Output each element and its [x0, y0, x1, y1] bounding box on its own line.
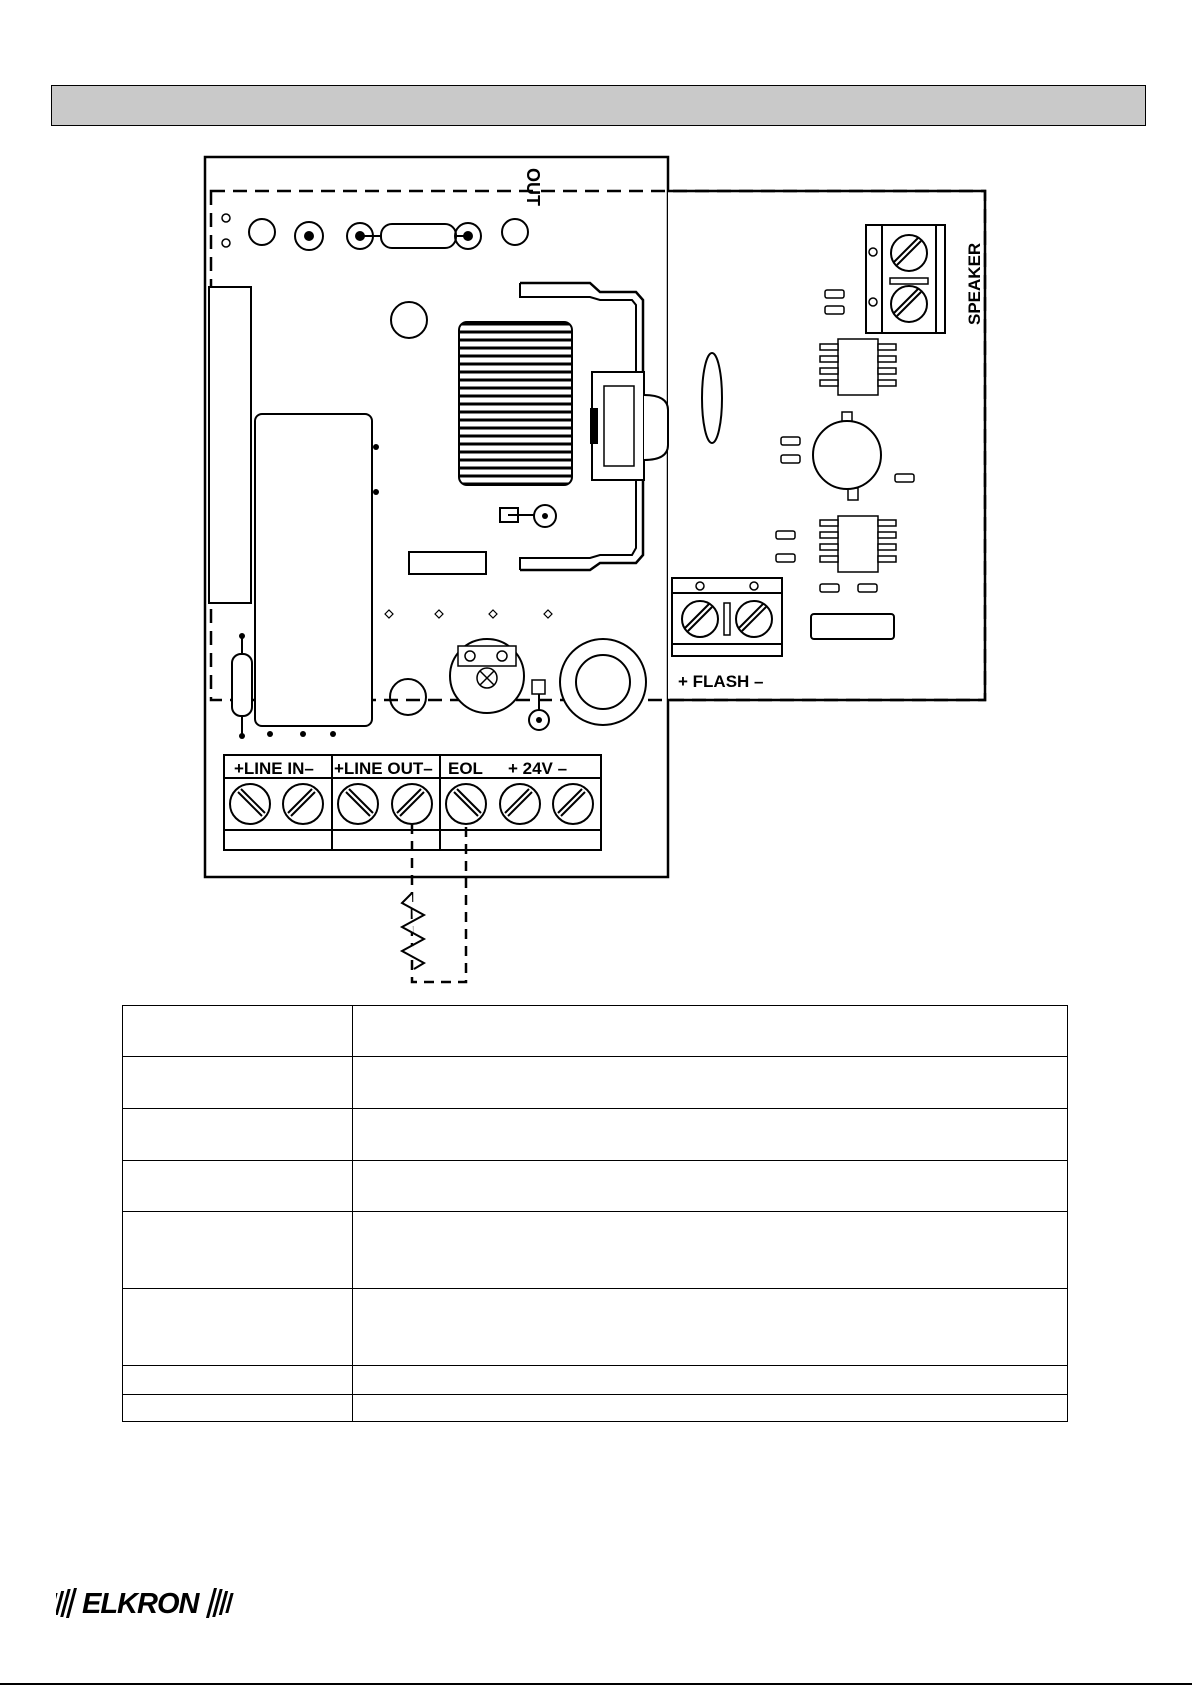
- spec-label: [123, 1395, 353, 1422]
- side-connector: [209, 287, 251, 603]
- v24-label: + 24V –: [508, 759, 568, 778]
- elkron-logo: [56, 1588, 241, 1618]
- table-row: [123, 1006, 1068, 1057]
- table-row: [123, 1212, 1068, 1289]
- table-row: [123, 1366, 1068, 1395]
- line-in-label: +LINE IN–: [234, 759, 314, 778]
- table-row: [123, 1161, 1068, 1212]
- spec-label: [123, 1006, 353, 1057]
- table-row: [123, 1109, 1068, 1161]
- table-row: [123, 1289, 1068, 1366]
- transformer: [459, 322, 572, 485]
- spec-label: [123, 1161, 353, 1212]
- spec-value: [353, 1109, 1068, 1161]
- round-component: [813, 421, 881, 489]
- spec-value: [353, 1289, 1068, 1366]
- line-out-label: +LINE OUT–: [334, 759, 433, 778]
- table-row: [123, 1057, 1068, 1109]
- eol-resistor: [402, 893, 424, 969]
- out-label: OUT: [523, 168, 543, 206]
- spec-value: [353, 1161, 1068, 1212]
- logo-text: ELKRON: [82, 1588, 199, 1618]
- spec-value: [353, 1212, 1068, 1289]
- flash-label: + FLASH –: [678, 672, 764, 691]
- spec-label: [123, 1212, 353, 1289]
- spec-label: [123, 1057, 353, 1109]
- spec-label: [123, 1366, 353, 1395]
- fuse: [381, 224, 456, 248]
- speaker-label: SPEAKER: [965, 242, 984, 325]
- spec-value: [353, 1366, 1068, 1395]
- spec-value: [353, 1006, 1068, 1057]
- spec-value: [353, 1057, 1068, 1109]
- relay-module: [255, 414, 372, 726]
- spec-value: [353, 1395, 1068, 1422]
- spec-table: [122, 1005, 1068, 1422]
- eol-label: EOL: [448, 759, 483, 778]
- table-row: [123, 1395, 1068, 1422]
- spec-label: [123, 1289, 353, 1366]
- spec-label: [123, 1109, 353, 1161]
